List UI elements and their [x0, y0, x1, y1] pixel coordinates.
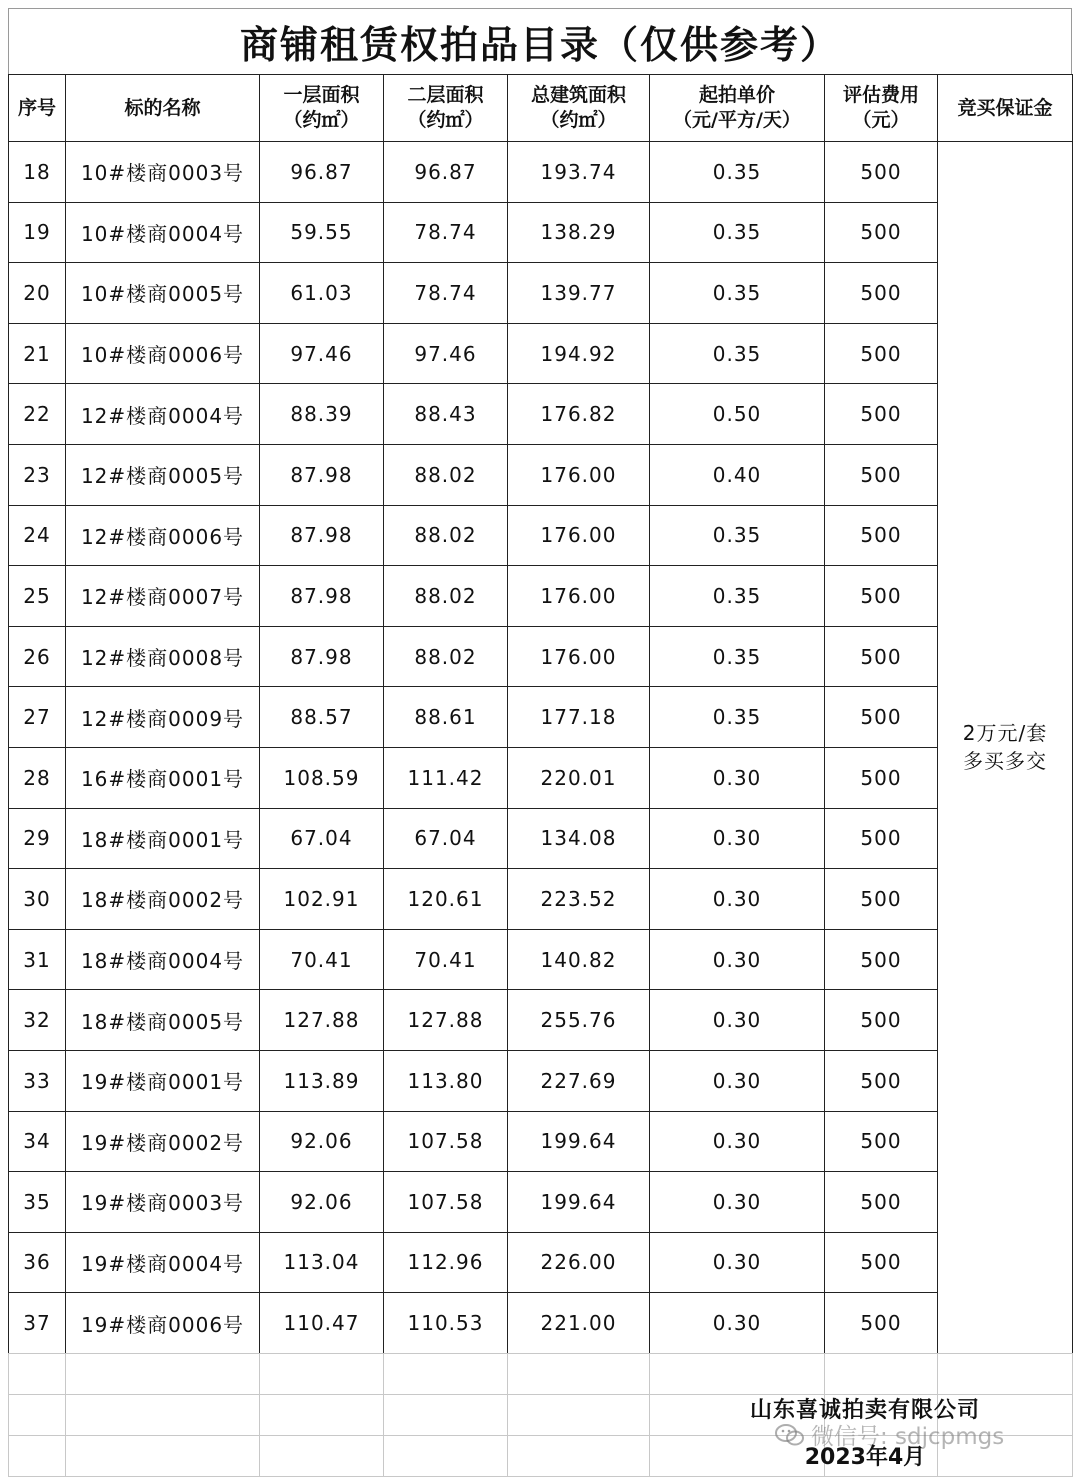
table-row	[9, 1172, 1073, 1233]
document-date: 2023年4月	[804, 1445, 926, 1470]
cell-floor2: 88.02	[384, 566, 508, 627]
cell-seq: 23	[9, 444, 66, 505]
cell-name: 19#楼商0001号	[66, 1050, 260, 1111]
cell-fee: 500	[825, 444, 938, 505]
cell-floor1: 88.57	[260, 687, 384, 748]
cell-floor2: 78.74	[384, 263, 508, 324]
cell-floor1: 127.88	[260, 990, 384, 1051]
cell-seq: 18	[9, 142, 66, 203]
cell-total: 139.77	[508, 263, 650, 324]
cell-name: 18#楼商0005号	[66, 990, 260, 1051]
cell-price: 0.35	[650, 505, 825, 566]
cell-price: 0.30	[650, 747, 825, 808]
cell-name: 10#楼商0004号	[66, 202, 260, 263]
cell-price: 0.30	[650, 1293, 825, 1354]
cell-seq: 33	[9, 1050, 66, 1111]
table-row	[9, 142, 1073, 203]
cell-fee: 500	[825, 747, 938, 808]
cell-price: 0.30	[650, 929, 825, 990]
cell-name: 12#楼商0005号	[66, 444, 260, 505]
cell-price: 0.30	[650, 1232, 825, 1293]
cell-total: 176.00	[508, 505, 650, 566]
cell-name: 10#楼商0005号	[66, 263, 260, 324]
cell-fee: 500	[825, 929, 938, 990]
cell-name: 18#楼商0004号	[66, 929, 260, 990]
deposit-line: 2万元/套	[962, 721, 1048, 746]
cell-seq: 31	[9, 929, 66, 990]
cell-total: 220.01	[508, 747, 650, 808]
cell-floor1: 67.04	[260, 808, 384, 869]
header-price: 起拍单价 （元/平方/天）	[650, 75, 825, 142]
table-row	[9, 323, 1073, 384]
cell-floor2: 88.02	[384, 626, 508, 687]
cell-floor2: 78.74	[384, 202, 508, 263]
cell-name: 12#楼商0009号	[66, 687, 260, 748]
cell-seq: 28	[9, 747, 66, 808]
cell-floor2: 112.96	[384, 1232, 508, 1293]
catalog-table	[8, 74, 1073, 1354]
table-row	[9, 1111, 1073, 1172]
cell-fee: 500	[825, 869, 938, 930]
cell-fee: 500	[825, 687, 938, 748]
cell-seq: 26	[9, 626, 66, 687]
table-row	[9, 929, 1073, 990]
header-seq: 序号	[9, 75, 66, 142]
cell-floor2: 88.43	[384, 384, 508, 445]
cell-total: 226.00	[508, 1232, 650, 1293]
cell-price: 0.30	[650, 990, 825, 1051]
cell-floor1: 70.41	[260, 929, 384, 990]
header-deposit: 竞买保证金	[938, 75, 1073, 142]
cell-floor2: 111.42	[384, 747, 508, 808]
cell-floor1: 96.87	[260, 142, 384, 203]
cell-total: 177.18	[508, 687, 650, 748]
cell-seq: 27	[9, 687, 66, 748]
table-row	[9, 1050, 1073, 1111]
cell-price: 0.35	[650, 263, 825, 324]
cell-total: 176.82	[508, 384, 650, 445]
cell-floor2: 107.58	[384, 1172, 508, 1233]
cell-name: 10#楼商0003号	[66, 142, 260, 203]
cell-name: 19#楼商0002号	[66, 1111, 260, 1172]
cell-floor2: 70.41	[384, 929, 508, 990]
table-row	[9, 566, 1073, 627]
deposit-cell	[938, 142, 1073, 1354]
cell-floor1: 61.03	[260, 263, 384, 324]
cell-floor1: 87.98	[260, 566, 384, 627]
table-row	[9, 687, 1073, 748]
table-row	[9, 747, 1073, 808]
cell-total: 138.29	[508, 202, 650, 263]
cell-seq: 34	[9, 1111, 66, 1172]
cell-floor1: 97.46	[260, 323, 384, 384]
table-row	[9, 1293, 1073, 1354]
cell-floor1: 92.06	[260, 1172, 384, 1233]
cell-total: 176.00	[508, 566, 650, 627]
cell-name: 12#楼商0006号	[66, 505, 260, 566]
table-row	[9, 990, 1073, 1051]
catalog-sheet	[8, 8, 1072, 1476]
cell-floor1: 113.89	[260, 1050, 384, 1111]
cell-total: 221.00	[508, 1293, 650, 1354]
cell-name: 10#楼商0006号	[66, 323, 260, 384]
header-row	[9, 75, 1073, 142]
cell-floor1: 108.59	[260, 747, 384, 808]
cell-fee: 500	[825, 384, 938, 445]
cell-seq: 21	[9, 323, 66, 384]
cell-price: 0.50	[650, 384, 825, 445]
cell-fee: 500	[825, 142, 938, 203]
cell-seq: 22	[9, 384, 66, 445]
cell-seq: 35	[9, 1172, 66, 1233]
cell-name: 12#楼商0007号	[66, 566, 260, 627]
table-row	[9, 808, 1073, 869]
cell-total: 193.74	[508, 142, 650, 203]
cell-fee: 500	[825, 626, 938, 687]
cell-price: 0.30	[650, 1050, 825, 1111]
cell-seq: 24	[9, 505, 66, 566]
cell-seq: 37	[9, 1293, 66, 1354]
cell-price: 0.35	[650, 323, 825, 384]
cell-fee: 500	[825, 990, 938, 1051]
cell-total: 199.64	[508, 1172, 650, 1233]
cell-floor1: 92.06	[260, 1111, 384, 1172]
table-row	[9, 869, 1073, 930]
cell-price: 0.35	[650, 202, 825, 263]
header-name: 标的名称	[66, 75, 260, 142]
cell-total: 194.92	[508, 323, 650, 384]
cell-name: 16#楼商0001号	[66, 747, 260, 808]
cell-price: 0.35	[650, 626, 825, 687]
cell-name: 12#楼商0008号	[66, 626, 260, 687]
cell-total: 223.52	[508, 869, 650, 930]
cell-price: 0.30	[650, 869, 825, 930]
cell-fee: 500	[825, 323, 938, 384]
table-row	[9, 626, 1073, 687]
cell-name: 19#楼商0003号	[66, 1172, 260, 1233]
cell-floor2: 96.87	[384, 142, 508, 203]
cell-price: 0.30	[650, 1172, 825, 1233]
cell-seq: 30	[9, 869, 66, 930]
cell-fee: 500	[825, 1050, 938, 1111]
cell-floor2: 127.88	[384, 990, 508, 1051]
cell-floor2: 67.04	[384, 808, 508, 869]
cell-seq: 29	[9, 808, 66, 869]
cell-total: 255.76	[508, 990, 650, 1051]
cell-price: 0.35	[650, 687, 825, 748]
cell-price: 0.35	[650, 142, 825, 203]
cell-floor2: 113.80	[384, 1050, 508, 1111]
cell-floor1: 59.55	[260, 202, 384, 263]
cell-total: 199.64	[508, 1111, 650, 1172]
cell-price: 0.40	[650, 444, 825, 505]
table-body	[9, 142, 1073, 1354]
cell-floor2: 88.61	[384, 687, 508, 748]
header-total: 总建筑面积 （约㎡）	[508, 75, 650, 142]
cell-floor2: 110.53	[384, 1293, 508, 1354]
cell-floor2: 88.02	[384, 444, 508, 505]
cell-name: 18#楼商0002号	[66, 869, 260, 930]
cell-fee: 500	[825, 1172, 938, 1233]
cell-price: 0.35	[650, 566, 825, 627]
cell-total: 134.08	[508, 808, 650, 869]
cell-total: 140.82	[508, 929, 650, 990]
cell-floor2: 107.58	[384, 1111, 508, 1172]
header-fee: 评估费用 （元）	[825, 75, 938, 142]
cell-floor1: 87.98	[260, 444, 384, 505]
cell-fee: 500	[825, 505, 938, 566]
cell-fee: 500	[825, 808, 938, 869]
cell-fee: 500	[825, 1293, 938, 1354]
cell-seq: 20	[9, 263, 66, 324]
cell-seq: 36	[9, 1232, 66, 1293]
deposit-line: 多买多交	[963, 749, 1047, 774]
cell-total: 176.00	[508, 444, 650, 505]
cell-price: 0.30	[650, 808, 825, 869]
company-name: 山东喜诚拍卖有限公司	[749, 1398, 980, 1423]
cell-fee: 500	[825, 566, 938, 627]
cell-floor1: 88.39	[260, 384, 384, 445]
cell-floor2: 88.02	[384, 505, 508, 566]
table-row	[9, 384, 1073, 445]
cell-floor2: 120.61	[384, 869, 508, 930]
cell-total: 176.00	[508, 626, 650, 687]
cell-floor1: 110.47	[260, 1293, 384, 1354]
cell-fee: 500	[825, 202, 938, 263]
header-floor2: 二层面积 （约㎡）	[384, 75, 508, 142]
cell-seq: 19	[9, 202, 66, 263]
cell-floor1: 113.04	[260, 1232, 384, 1293]
table-row	[9, 444, 1073, 505]
cell-fee: 500	[825, 1232, 938, 1293]
cell-floor1: 102.91	[260, 869, 384, 930]
cell-name: 19#楼商0004号	[66, 1232, 260, 1293]
cell-fee: 500	[825, 1111, 938, 1172]
table-row	[9, 505, 1073, 566]
cell-name: 18#楼商0001号	[66, 808, 260, 869]
table-row	[9, 1232, 1073, 1293]
cell-total: 227.69	[508, 1050, 650, 1111]
cell-seq: 25	[9, 566, 66, 627]
cell-seq: 32	[9, 990, 66, 1051]
cell-name: 12#楼商0004号	[66, 384, 260, 445]
page-title: 商铺租赁权拍品目录（仅供参考）	[8, 8, 1072, 74]
watermark-text: 微信号: sdjcpmgs	[811, 1424, 1005, 1450]
cell-floor1: 87.98	[260, 626, 384, 687]
table-row	[9, 202, 1073, 263]
header-floor1: 一层面积 （约㎡）	[260, 75, 384, 142]
cell-price: 0.30	[650, 1111, 825, 1172]
cell-floor2: 97.46	[384, 323, 508, 384]
cell-name: 19#楼商0006号	[66, 1293, 260, 1354]
cell-floor1: 87.98	[260, 505, 384, 566]
cell-fee: 500	[825, 263, 938, 324]
table-row	[9, 263, 1073, 324]
